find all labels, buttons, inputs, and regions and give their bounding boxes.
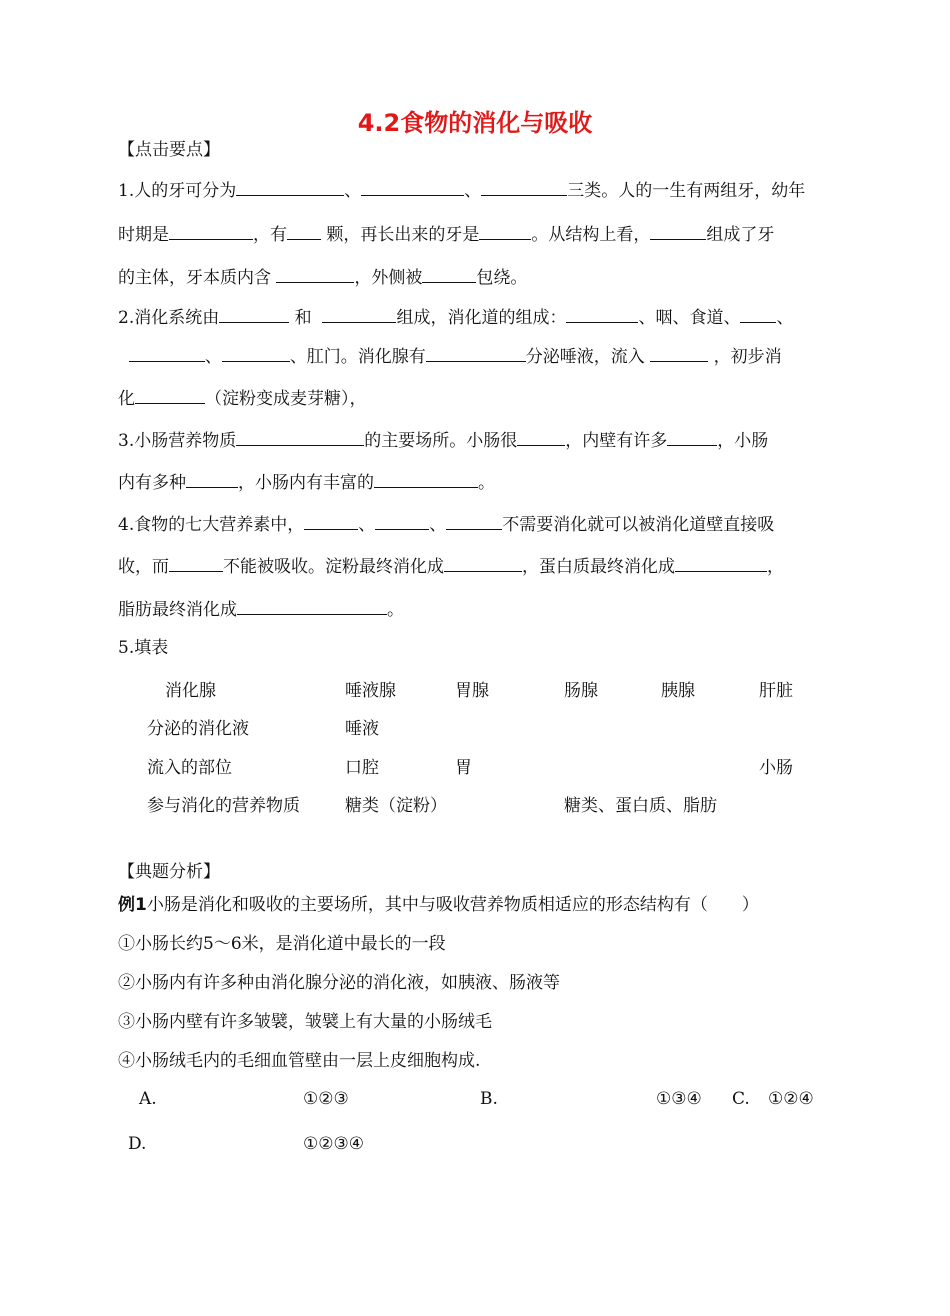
section-heading-analysis: 【典题分析】 <box>118 862 220 882</box>
table-cell: 胃 <box>455 758 472 778</box>
answer-blank[interactable] <box>237 596 387 615</box>
question-text: ，小肠内有丰富的 <box>238 473 374 493</box>
page-title: 4.2食物的消化与吸收 <box>357 109 593 137</box>
answer-blank[interactable] <box>322 304 396 323</box>
question-text: 组成了牙 <box>706 225 775 245</box>
answer-blank[interactable] <box>219 304 289 323</box>
example-1-stem <box>118 894 759 916</box>
answer-blank[interactable] <box>287 221 321 240</box>
question-text: ， <box>767 557 784 577</box>
option-c-label[interactable]: C. <box>732 1089 750 1109</box>
answer-blank[interactable] <box>426 343 526 362</box>
answer-blank[interactable] <box>169 553 223 572</box>
question-1-line-3 <box>118 264 527 289</box>
question-1-line-2 <box>118 221 774 246</box>
question-4-line-2 <box>118 553 784 578</box>
table-row-label: 流入的部位 <box>147 758 232 778</box>
question-5-label: 5.填表 <box>118 638 169 658</box>
table-row-label: 分泌的消化液 <box>147 719 249 739</box>
question-text: 不需要消化就可以被消化道壁直接吸 <box>502 515 775 535</box>
option-c-value: ①②④ <box>768 1089 814 1109</box>
question-4-line-1 <box>118 511 774 536</box>
question-text: （淀粉变成麦芽糖）， <box>205 389 367 409</box>
question-3-line-2 <box>118 469 495 494</box>
question-text: 。从结构上看， <box>531 225 651 245</box>
answer-blank[interactable] <box>675 553 767 572</box>
option-d-label[interactable]: D. <box>128 1134 147 1154</box>
question-4-line-3 <box>118 596 404 621</box>
table-header-cell: 胃腺 <box>455 681 489 701</box>
answer-blank[interactable] <box>479 221 531 240</box>
question-text: 收，而 <box>118 557 169 577</box>
answer-blank[interactable] <box>481 177 567 196</box>
table-cell: 唾液 <box>345 719 379 739</box>
question-text: ，外侧被 <box>354 268 423 288</box>
section-heading-key-points: 【点击要点】 <box>118 140 220 160</box>
table-cell: 糖类、蛋白质、脂肪 <box>564 796 717 816</box>
question-2-line-3 <box>118 385 367 410</box>
question-text: 包绕。 <box>476 268 528 288</box>
answer-blank[interactable] <box>135 385 205 404</box>
answer-blank[interactable] <box>446 511 502 530</box>
question-text: 、 <box>204 347 222 367</box>
answer-blank[interactable] <box>517 427 565 446</box>
answer-blank[interactable] <box>650 221 706 240</box>
question-text: 时期是 <box>118 225 169 245</box>
answer-blank[interactable] <box>374 469 478 488</box>
answer-blank[interactable] <box>236 427 364 446</box>
question-text: 化 <box>118 389 135 409</box>
question-text: 、 <box>776 308 794 328</box>
answer-blank[interactable] <box>186 469 238 488</box>
question-text: ，蛋白质最终消化成 <box>522 557 675 577</box>
question-text: 3.小肠营养物质 <box>118 431 237 451</box>
example-item-3: ③小肠内壁有许多皱襞，皱襞上有大量的小肠绒毛 <box>118 1012 492 1032</box>
question-text: 的主体，牙本质内含 <box>118 268 271 288</box>
question-2-line-2 <box>118 343 782 368</box>
answer-blank[interactable] <box>566 304 638 323</box>
option-d-value: ①②③④ <box>303 1134 364 1154</box>
question-2-line-1 <box>118 304 793 329</box>
table-header-cell: 唾液腺 <box>345 681 396 701</box>
answer-blank[interactable] <box>422 264 476 283</box>
table-header-cell: 肝脏 <box>759 681 793 701</box>
question-text: 、 <box>344 181 362 201</box>
answer-blank[interactable] <box>304 511 358 530</box>
answer-blank[interactable] <box>276 264 354 283</box>
question-text: 1.人的牙可分为 <box>118 181 237 201</box>
question-text: 分泌唾液，流入 <box>525 347 645 367</box>
question-text: 三类。人的一生有两组牙，幼年 <box>567 181 806 201</box>
question-text: 。 <box>387 600 404 620</box>
table-row-label: 参与消化的营养物质 <box>147 796 300 816</box>
option-a-label[interactable]: A. <box>139 1089 157 1109</box>
table-cell: 糖类（淀粉） <box>345 796 447 816</box>
question-text: 颗，再长出来的牙是 <box>326 225 480 245</box>
example-item-2: ②小肠内有许多种由消化腺分泌的消化液，如胰液、肠液等 <box>118 973 560 993</box>
question-text: ，小肠 <box>717 431 769 451</box>
option-b-value: ①③④ <box>656 1089 702 1109</box>
example-label: 例1 <box>118 895 147 915</box>
table-cell: 小肠 <box>759 758 793 778</box>
answer-blank[interactable] <box>169 221 253 240</box>
example-stem-text: 小肠是消化和吸收的主要场所，其中与吸收营养物质相适应的形态结构有（ ） <box>146 895 759 915</box>
table-header-cell: 胰腺 <box>661 681 695 701</box>
table-header-cell: 消化腺 <box>165 681 216 701</box>
answer-blank[interactable] <box>667 427 717 446</box>
question-text: ，初步消 <box>713 347 782 367</box>
question-text: 2.消化系统由 <box>118 308 220 328</box>
question-text: 、 <box>464 181 482 201</box>
answer-blank[interactable] <box>650 343 708 362</box>
question-text: 组成，消化道的组成： <box>396 308 567 328</box>
question-text: 、肛门。消化腺有 <box>289 347 426 367</box>
question-text: 和 <box>294 308 312 328</box>
table-cell: 口腔 <box>345 758 379 778</box>
answer-blank[interactable] <box>361 177 464 196</box>
answer-blank[interactable] <box>444 553 522 572</box>
question-text: 、 <box>429 515 447 535</box>
answer-blank[interactable] <box>129 343 205 362</box>
question-text: ，内壁有许多 <box>565 431 668 451</box>
question-text: 4.食物的七大营养素中， <box>118 515 305 535</box>
question-text: 的主要场所。小肠很 <box>364 431 518 451</box>
question-1-line-1 <box>118 177 805 202</box>
question-text: 内有多种 <box>118 473 186 493</box>
question-text: 不能被吸收。淀粉最终消化成 <box>223 557 444 577</box>
question-text: ，有 <box>253 225 287 245</box>
answer-blank[interactable] <box>222 343 290 362</box>
answer-blank[interactable] <box>740 304 776 323</box>
question-text: 脂肪最终消化成 <box>118 600 237 620</box>
table-header-cell: 肠腺 <box>564 681 598 701</box>
question-text: 、咽、食道、 <box>638 308 741 328</box>
answer-blank[interactable] <box>375 511 429 530</box>
question-text: 、 <box>358 515 376 535</box>
answer-blank[interactable] <box>236 177 344 196</box>
question-text: 。 <box>478 473 495 493</box>
option-a-value: ①②③ <box>303 1089 349 1109</box>
example-item-1: ①小肠长约5～6米，是消化道中最长的一段 <box>118 934 446 954</box>
question-3-line-1 <box>118 427 768 452</box>
option-b-label[interactable]: B. <box>480 1089 498 1109</box>
example-item-4: ④小肠绒毛内的毛细血管壁由一层上皮细胞构成. <box>118 1051 481 1071</box>
